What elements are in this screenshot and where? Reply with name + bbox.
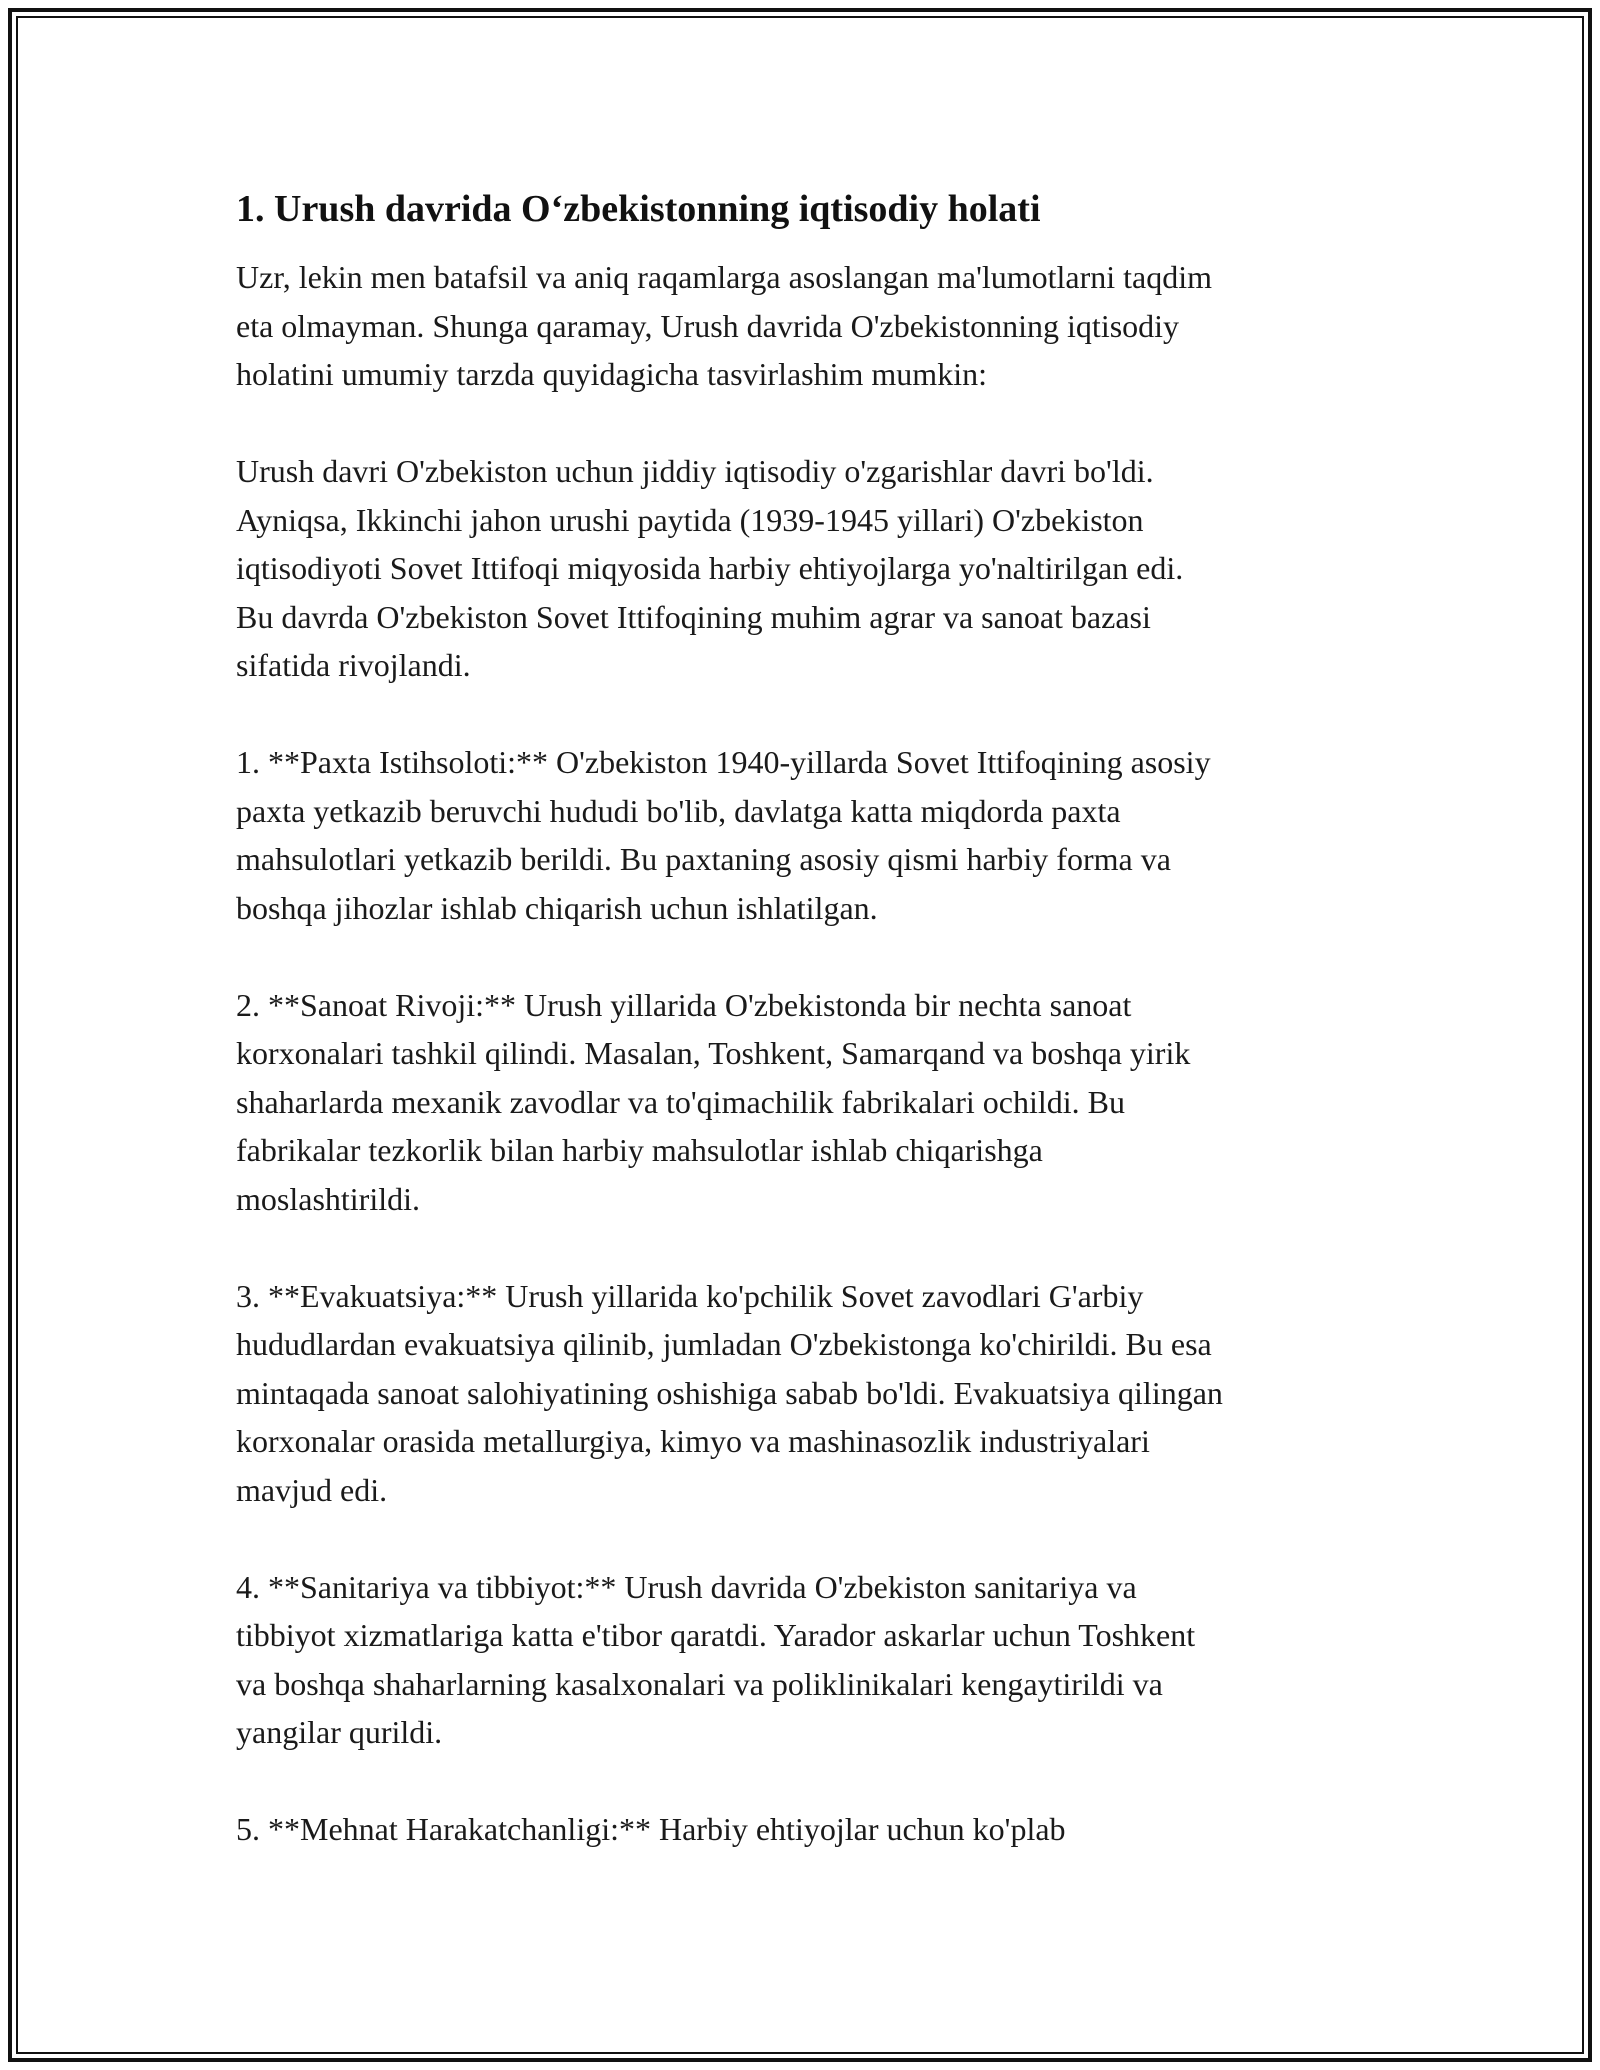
document-page [236,185,1376,1854]
document-title: 1. Urush davrida O‘zbekistonning iqtisodiy holati [236,188,1041,230]
document-body-text: Uzr, lekin men batafsil va aniq raqamlarga asoslangan ma'lumotlarni taqdim eta olmayman. Shunga qaramay, Urush davrida O'zbekistonning iqtisodiy holatini umumiy tarzda quyidagicha tasvirlashim mumkin: Urush davri O'zbekiston uchun jiddiy iqtisodiy o'zgarishlar davri bo'ldi. Ayniqsa, Ikkinchi jahon urushi paytida (1939-1945 yillari) O'zbekiston iqtisodiyoti Sovet Ittifoqi miqyosida harbiy ehtiyojlarga yo'naltirilgan edi. Bu davrda O'zbekiston Sovet Ittifoqining muhim agrar va sanoat bazasi sifatida rivojlandi. 1. **Paxta Istihsoloti:** O'zbekiston 1940-yillarda Sovet Ittifoqining asosiy paxta yetkazib beruvchi hududi bo'lib, davlatga katta miqdorda paxta mahsulotlari yetkazib berildi. Bu paxtaning asosiy qismi harbiy forma va boshqa jihozlar ishlab chiqarish uchun ishlatilgan. 2. **Sanoat Rivoji:** Urush yillarida O'zbekistonda bir nechta sanoat korxonalari tashkil qilindi. Masalan, Toshkent, Samarqand va boshqa yirik shaharlarda mexanik zavodlar va to'qimachilik fabrikalari ochildi. Bu fabrikalar tezkorlik bilan harbiy mahsulotlar ishlab chiqarishga moslashtirildi. 3. **Evakuatsiya:** Urush yillarida ko'pchilik Sovet zavodlari G'arbiy hududlardan evakuatsiya qilinib, jumladan O'zbekistonga ko'chirildi. Bu esa mintaqada sanoat salohiyatining oshishiga sabab bo'ldi. Evakuatsiya qilingan korxonalar orasida metallurgiya, kimyo va mashinasozlik industriyalari mavjud edi. 4. **Sanitariya va tibbiyot:** Urush davrida O'zbekiston sanitariya va tibbiyot xizmatlariga katta e'tibor qaratdi. Yarador askarlar uchun Toshkent va boshqa shaharlarning kasalxonalari va poliklinikalari kengaytirildi va yangilar qurildi. 5. **Mehnat Harakatchanligi:** Harbiy ehtiyojlar uchun ko'plab [236,259,1223,1847]
